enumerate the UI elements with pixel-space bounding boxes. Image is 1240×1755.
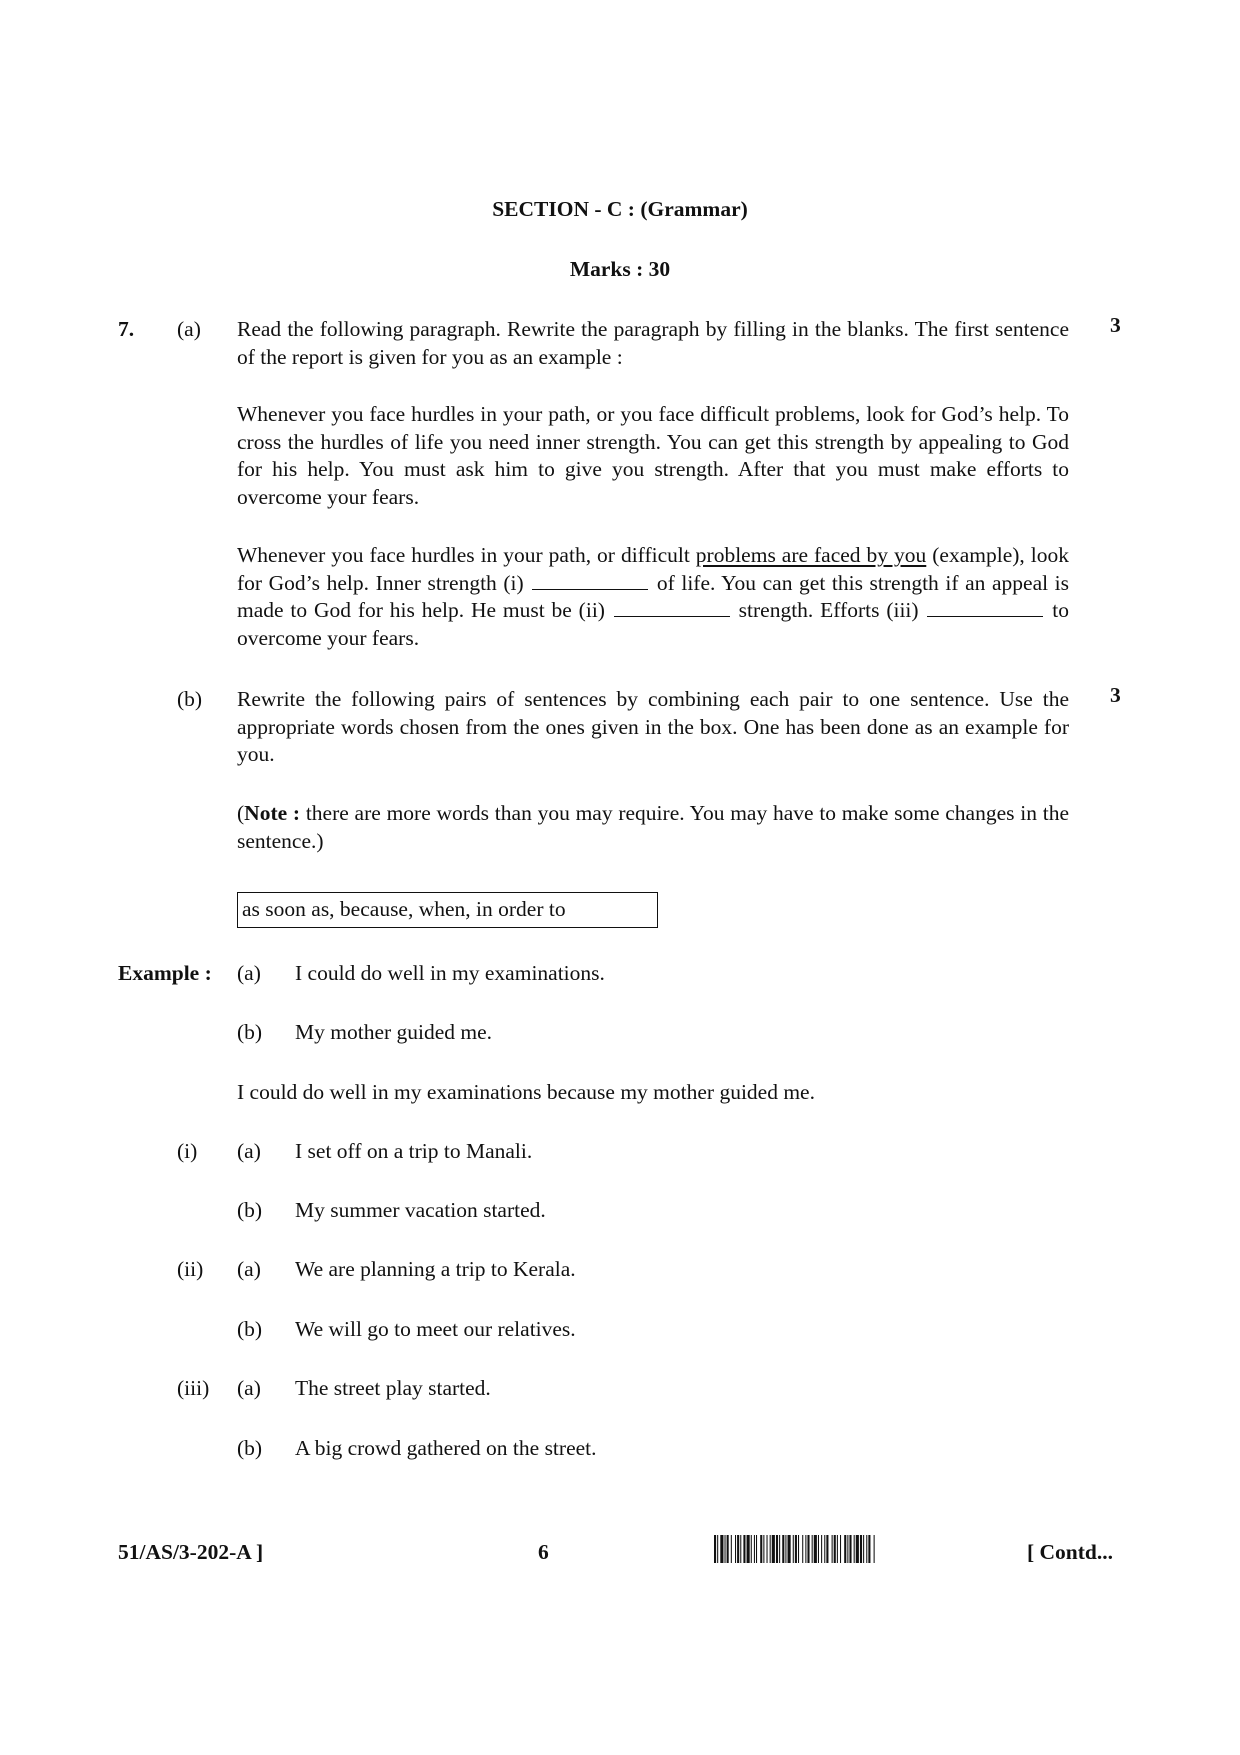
question-number: 7. — [118, 317, 135, 341]
item-i-b-text: My summer vacation started. — [295, 1198, 546, 1222]
item-ii-b-text: We will go to meet our relatives. — [295, 1317, 576, 1341]
barcode-bar — [767, 1535, 768, 1563]
barcode-bar — [866, 1535, 867, 1563]
barcode-bar — [874, 1535, 875, 1563]
part-b-instruction: Rewrite the following pairs of sentences by combining each pair to one sentence. Use the appropriate words chosen from the ones given in the box. One has been done as an example for you. — [237, 687, 1069, 766]
footer-contd: [ Contd... — [1027, 1540, 1114, 1564]
note-label: Note : — [244, 801, 301, 825]
part-a-label: (a) — [177, 317, 201, 341]
rewrite-text-4: strength. Efforts (iii) — [731, 598, 926, 622]
barcode-bar — [793, 1535, 794, 1563]
barcode-bar — [743, 1535, 745, 1563]
rewrite-text-3: of life. You can get this strength if an appeal is made to God for his help. He must be (ii) — [237, 570, 1070, 622]
barcode-bar — [717, 1535, 718, 1563]
item-ii-b-label: (b) — [237, 1317, 263, 1341]
item-i-number: (i) — [177, 1139, 198, 1163]
rewrite-text-5: to overcome your fears. — [237, 598, 1069, 650]
rewrite-text-2: (example), look for God’s help. Inner strength (i) — [237, 543, 1069, 595]
barcode-bar — [747, 1535, 750, 1563]
barcode-bar — [772, 1535, 775, 1563]
barcode-bar — [821, 1535, 822, 1563]
barcode-bar — [807, 1535, 809, 1563]
barcode-bar — [735, 1535, 736, 1563]
barcode-bar — [868, 1535, 870, 1563]
barcode-bar — [788, 1535, 791, 1563]
barcode-bar — [849, 1535, 851, 1563]
item-iii-b-text: A big crowd gathered on the street. — [295, 1436, 597, 1460]
part-a-marks: 3 — [1110, 313, 1121, 337]
barcode-bar — [837, 1535, 838, 1563]
barcode-bar — [760, 1535, 762, 1563]
part-a-passage: Whenever you face hurdles in your path, or you face difficult problems, look for God’s help. To cross the hurdles of life you need inner strength. You can get this strength by appealing to God for his help. You must ask him to give you strength. After that you must make efforts to overcome your fears. — [237, 402, 1069, 509]
barcode-bar — [754, 1535, 755, 1563]
barcode-bar — [860, 1535, 862, 1563]
word-box: as soon as, because, when, in order to — [237, 892, 658, 928]
part-a-rewrite — [237, 542, 1069, 652]
barcode-icon — [714, 1535, 1016, 1563]
item-iii-a-text: The street play started. — [295, 1376, 491, 1400]
note-open-paren: ( — [237, 801, 245, 825]
barcode-bar — [795, 1535, 797, 1563]
barcode-bar — [856, 1535, 859, 1563]
barcode-bar — [832, 1535, 833, 1563]
barcode-bar — [824, 1535, 825, 1563]
item-i-a-text: I set off on a trip to Manali. — [295, 1139, 533, 1163]
rewrite-text-1: Whenever you face hurdles in your path, or difficult — [237, 543, 696, 567]
barcode-bar — [834, 1535, 836, 1563]
example-answer: I could do well in my examinations because my mother guided me. — [237, 1080, 815, 1104]
example-a-text: I could do well in my examinations. — [295, 961, 605, 985]
barcode-bar — [751, 1535, 752, 1563]
barcode-bar — [814, 1535, 817, 1563]
barcode-bar — [826, 1535, 828, 1563]
barcode-bar — [782, 1535, 784, 1563]
barcode-bar — [854, 1535, 855, 1563]
footer-paper-code: 51/AS/3-202-A ] — [118, 1540, 264, 1564]
item-i-b-label: (b) — [237, 1198, 263, 1222]
blank-ii — [614, 598, 730, 617]
part-b-label: (b) — [177, 687, 203, 711]
barcode-bar — [863, 1535, 864, 1563]
rewrite-example-answer: problems are faced by you — [695, 543, 927, 567]
blank-i — [532, 571, 648, 590]
barcode-bar — [805, 1535, 806, 1563]
barcode-bar — [756, 1535, 757, 1563]
marks-heading: Marks : 30 — [569, 257, 671, 281]
barcode-bar — [785, 1535, 786, 1563]
item-ii-a-text: We are planning a trip to Kerala. — [295, 1257, 576, 1281]
barcode-bar — [731, 1535, 732, 1563]
item-iii-a-label: (a) — [237, 1376, 261, 1400]
example-label: Example : — [118, 961, 212, 985]
barcode-bar — [737, 1535, 739, 1563]
barcode-bar — [847, 1535, 848, 1563]
part-b-note — [237, 800, 1069, 855]
barcode-bar — [802, 1535, 803, 1563]
barcode-bar — [740, 1535, 741, 1563]
blank-iii — [927, 598, 1043, 617]
section-title: SECTION - C : (Grammar) — [492, 197, 748, 221]
item-iii-number: (iii) — [177, 1376, 210, 1400]
footer-page-number: 6 — [538, 1540, 549, 1564]
note-text: there are more words than you may require. You may have to make some changes in the sentence.) — [237, 801, 1070, 853]
barcode-bar — [844, 1535, 846, 1563]
barcode-bar — [714, 1535, 716, 1563]
item-iii-b-label: (b) — [237, 1436, 263, 1460]
example-b-text: My mother guided me. — [295, 1020, 493, 1044]
barcode-bar — [720, 1535, 723, 1563]
item-i-a-label: (a) — [237, 1139, 261, 1163]
barcode-bar — [818, 1535, 819, 1563]
part-b-marks: 3 — [1110, 683, 1121, 707]
barcode-bar — [840, 1535, 841, 1563]
barcode-bar — [725, 1535, 726, 1563]
item-ii-number: (ii) — [177, 1257, 204, 1281]
item-ii-a-label: (a) — [237, 1257, 261, 1281]
barcode-bar — [779, 1535, 780, 1563]
barcode-bar — [812, 1535, 813, 1563]
part-a-instruction: Read the following paragraph. Rewrite the paragraph by filling in the blanks. The first sentence of the report is given for you as an example : — [237, 317, 1069, 369]
barcode-bar — [763, 1535, 764, 1563]
barcode-bar — [727, 1535, 729, 1563]
barcode-bar — [798, 1535, 799, 1563]
example-a-label: (a) — [237, 961, 261, 985]
barcode-bar — [770, 1535, 771, 1563]
example-b-label: (b) — [237, 1020, 263, 1044]
barcode-bar — [776, 1535, 778, 1563]
